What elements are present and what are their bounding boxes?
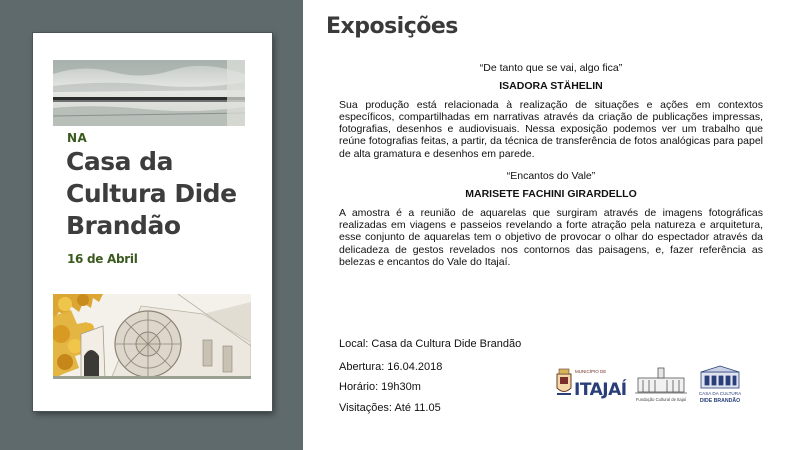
exhibition-1-description: Sua produção está relacionada à realização de situações e ações em contextos específicos, compartilhadas em narrativas através da criação de publicações impressas, fotografias, desenhos e audiovisuais. Nessa exposição podemos ver um trabalho que reúne fotografias feitas, a partir, da técnica de transferência de fotos analógicas para papel de alta gramatura e desenhos em parede. [339, 98, 763, 160]
left-panel [0, 0, 303, 450]
sponsor-logos [555, 364, 755, 408]
info-horario: Horário: 19h30m [339, 381, 421, 393]
poster-date: 16 de Abril [67, 252, 138, 266]
page-heading: Exposições [326, 14, 458, 39]
poster-na-label: NA [67, 131, 88, 145]
itajai-logo-text: ITAJAÍ [574, 380, 627, 400]
poster-title-line-1: Casa da [66, 147, 173, 176]
casa-da-cultura-label-1: CASA DA CULTURA [698, 391, 742, 396]
exhibition-2-artist: MARISETE FACHINI GIRARDELLO [465, 188, 637, 201]
fundacao-cultural-label: Fundação Cultural de Itajaí [635, 397, 687, 402]
exhibitions-content [339, 62, 763, 268]
poster-title-line-2: Cultura Dide [66, 179, 237, 208]
casa-da-cultura-building-icon [701, 366, 739, 388]
poster-title [66, 146, 266, 242]
info-visitacoes: Visitações: Até 11.05 [339, 402, 441, 414]
info-abertura: Abertura: 16.04.2018 [339, 361, 443, 373]
poster-photo-landscape [53, 60, 245, 126]
poster-watercolor-church [53, 294, 251, 379]
casa-da-cultura-label-2: DIDE BRANDÃO [699, 398, 741, 404]
info-local: Local: Casa da Cultura Dide Brandão [339, 338, 522, 350]
exhibition-1-artist: ISADORA STÄHELIN [499, 80, 603, 93]
poster-title-line-3: Brandão [66, 211, 181, 240]
itajai-coat-of-arms-icon [557, 369, 571, 394]
exhibition-2-description: A amostra é a reunião de aquarelas que surgiram através de imagens fotográficas realizadas em viagens e passeios revelando a forte atração pela natureza e arquitetura, esse conjunto de aquarelas tem o objetivo de provocar o olhar do espectador através da delicadeza de gestos revelados nos contornos das paisagens, e, fazer referência as belezas e encantos do Vale do Itajaí. [339, 206, 763, 268]
sponsor-logos-graphic [555, 364, 755, 408]
fundacao-cultural-building-icon [635, 368, 687, 393]
exhibition-poster [33, 33, 272, 411]
itajai-small-label: MUNICÍPIO DE [575, 369, 607, 374]
exhibition-2-title: “Encantos do Vale” [506, 170, 596, 183]
exhibition-1-title: “De tanto que se vai, algo fica” [479, 62, 623, 74]
